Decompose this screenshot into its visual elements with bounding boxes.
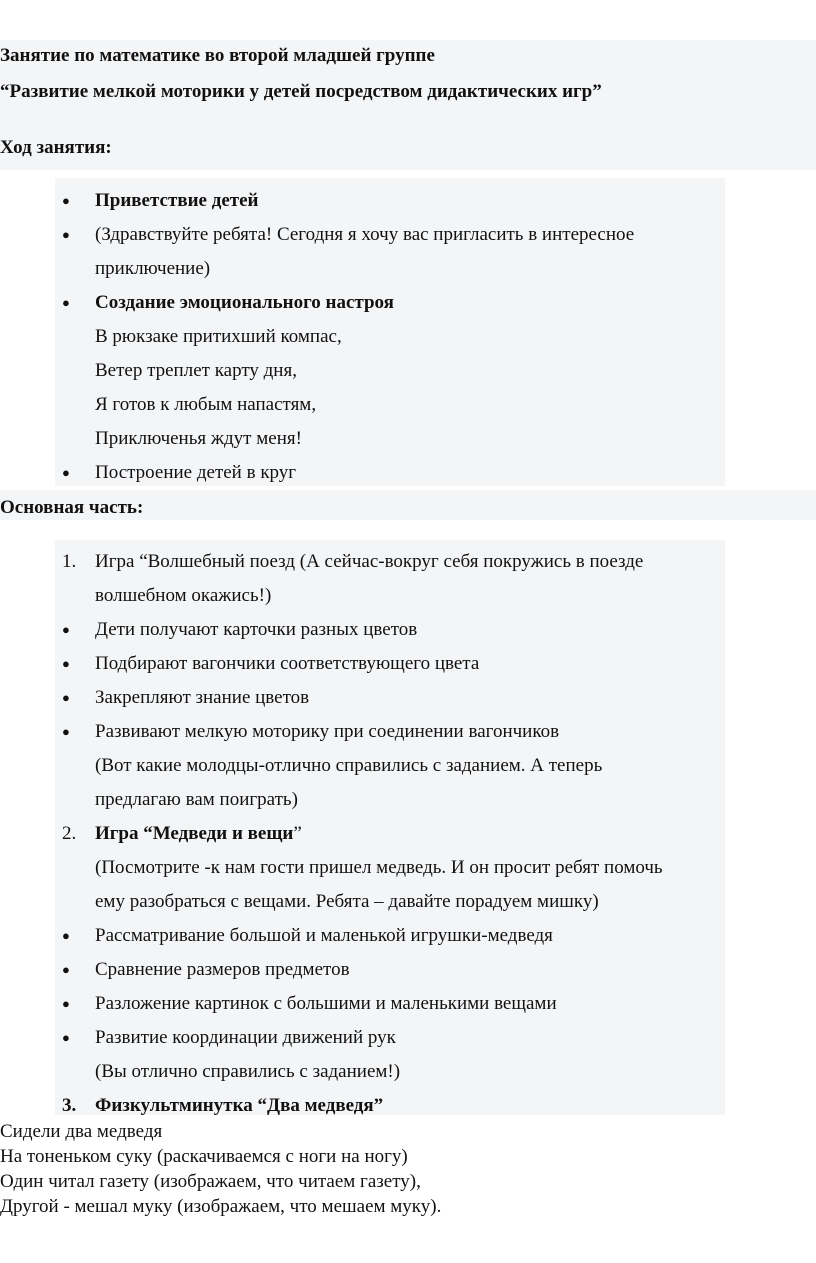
list-item: Закрепляют знание цветов (95, 687, 310, 708)
bullet-icon: ● (62, 690, 70, 705)
rhyme-line: Сидели два медведя (0, 1121, 163, 1142)
rhyme-line: На тоненьком суку (раскачиваемся с ноги на ногу) (0, 1146, 408, 1167)
game3-title: Физкультминутка “Два медведя” (95, 1095, 384, 1116)
list-item: Дети получают карточки разных цветов (95, 619, 418, 640)
game1-note-cont: предлагаю вам поиграть) (95, 789, 298, 810)
list-item: Подбирают вагончики соответствующего цвета (95, 653, 480, 674)
game2-note-cont: ему разобраться с вещами. Ребята – давайте порадуем мишку) (95, 891, 599, 912)
bullet-icon: ● (62, 1030, 70, 1045)
poem-line: В рюкзаке притихший компас, (95, 326, 342, 347)
poem-line: Ветер треплет карту дня, (95, 360, 297, 381)
mood-heading: Создание эмоционального настроя (95, 292, 394, 313)
game1-title-cont: волшебном окажись!) (95, 585, 272, 606)
main-heading: Основная часть: (0, 497, 144, 518)
bullet-icon: ● (62, 962, 70, 977)
bullet-icon: ● (62, 227, 70, 242)
poem-line: Я готов к любым напастям, (95, 394, 317, 415)
game2-number: 2. (62, 823, 77, 844)
greeting-heading: Приветствие детей (95, 190, 259, 211)
list-item: Разложение картинок с большими и маленькими вещами (95, 993, 557, 1014)
greeting-text: (Здравствуйте ребята! Сегодня я хочу вас пригласить в интересное (95, 224, 635, 245)
bullet-icon: ● (62, 193, 70, 208)
game2-note-final: (Вы отлично справились с заданием!) (95, 1061, 401, 1082)
bullet-icon: ● (62, 465, 70, 480)
bullet-icon: ● (62, 996, 70, 1011)
lesson-title: Занятие по математике во второй младшей группе (0, 45, 435, 66)
bullet-icon: ● (62, 724, 70, 739)
game1-title: Игра “Волшебный поезд (А сейчас-вокруг себя покружись в поезде (95, 551, 644, 572)
bullet-icon: ● (62, 622, 70, 637)
bullet-icon: ● (62, 656, 70, 671)
game1-number: 1. (62, 551, 77, 572)
bullet-icon: ● (62, 295, 70, 310)
list-item: Развитие координации движений рук (95, 1027, 396, 1048)
lesson-subtitle: “Развитие мелкой моторики у детей посредством дидактических игр” (0, 81, 602, 102)
game2-title (95, 823, 302, 845)
rhyme-line: Один читал газету (изображаем, что читаем газету), (0, 1171, 421, 1192)
poem-line: Приключенья ждут меня! (95, 428, 302, 449)
game3-number: 3. (62, 1095, 77, 1116)
list-item: Рассматривание большой и маленькой игрушки-медведя (95, 925, 553, 946)
bullet-icon: ● (62, 928, 70, 943)
game2-note: (Посмотрите -к нам гости пришел медведь. И он просит ребят помочь (95, 857, 663, 878)
game2-title-bold: Игра “Медведи и вещи (95, 823, 294, 844)
game2-title-quote: ” (293, 823, 302, 844)
circle-item: Построение детей в круг (95, 462, 297, 483)
list-item: Сравнение размеров предметов (95, 959, 350, 980)
course-heading: Ход занятия: (0, 137, 112, 158)
list-item: Развивают мелкую моторику при соединении вагончиков (95, 721, 560, 742)
rhyme-line: Другой - мешал муку (изображаем, что мешаем муку). (0, 1196, 442, 1217)
game1-note: (Вот какие молодцы-отлично справились с заданием. А теперь (95, 755, 603, 776)
greeting-text-cont: приключение) (95, 258, 211, 279)
